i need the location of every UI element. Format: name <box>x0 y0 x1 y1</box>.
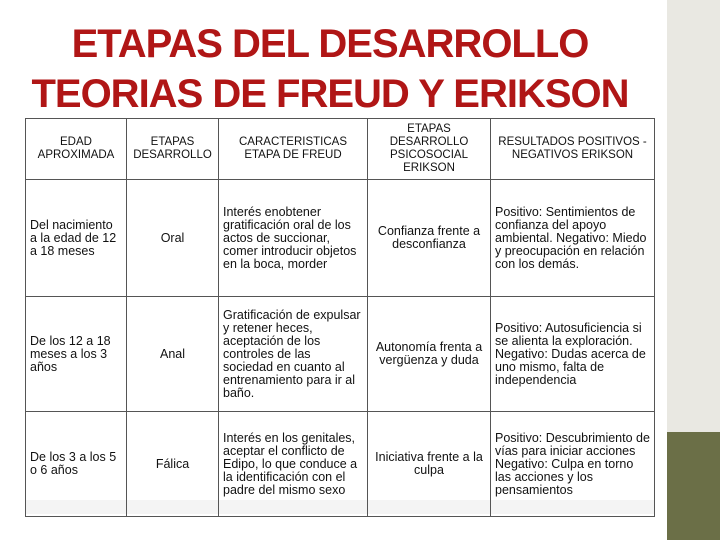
cell-erikson: Iniciativa frente a la culpa <box>368 412 491 517</box>
header-edad: EDAD APROXIMADA <box>26 119 127 180</box>
table-row <box>26 412 655 517</box>
header-erikson: ETAPAS DESARROLLO PSICOSOCIAL ERIKSON <box>368 119 491 180</box>
cell-erikson: Autonomía frenta a vergüenza y duda <box>368 297 491 412</box>
table-row <box>26 180 655 297</box>
header-etapas: ETAPAS DESARROLLO <box>127 119 219 180</box>
cell-freud: Gratificación de expulsar y retener heces, aceptación de los controles de las sociedad en cuanto al entrenamiento para ir al baño. <box>219 297 368 412</box>
cell-resultados: Positivo: Sentimientos de confianza del apoyo ambiental. Negativo: Miedo y preocupación en relación con los demás. <box>491 180 655 297</box>
header-freud: CARACTERISTICAS ETAPA DE FREUD <box>219 119 368 180</box>
cell-freud: Interés en los genitales, aceptar el conflicto de Edipo, lo que conduce a la identificación con el padre del mismo sexo <box>219 412 368 517</box>
cell-etapa: Anal <box>127 297 219 412</box>
cell-resultados: Positivo: Descubrimiento de vías para iniciar acciones Negativo: Culpa en torno las acciones y los pensamientos <box>491 412 655 517</box>
cell-freud: Interés enobtener gratificación oral de los actos de succionar, comer introducir objetos en la boca, morder <box>219 180 368 297</box>
header-resultados: RESULTADOS POSITIVOS - NEGATIVOS ERIKSON <box>491 119 655 180</box>
table-header-row <box>26 119 655 180</box>
slide-title-line1: ETAPAS DEL DESARROLLO <box>71 22 589 66</box>
cell-etapa: Oral <box>127 180 219 297</box>
cell-edad: Del nacimiento a la edad de 12 a 18 meses <box>26 180 127 297</box>
cell-resultados: Positivo: Autosuficiencia si se alienta la exploración. Negativo: Dudas acerca de uno mismo, falta de independencia <box>491 297 655 412</box>
slide-title-line2: TEORIAS DE FREUD Y ERIKSON <box>31 72 629 116</box>
cell-etapa: Fálica <box>127 412 219 517</box>
development-stages-table <box>25 118 655 517</box>
cell-edad: De los 3 a los 5 o 6 años <box>26 412 127 517</box>
table-row <box>26 297 655 412</box>
cell-erikson: Confianza frente a desconfianza <box>368 180 491 297</box>
decorative-side-stripe <box>667 0 720 432</box>
decorative-side-block <box>667 432 720 540</box>
cell-edad: De los 12 a 18 meses a los 3 años <box>26 297 127 412</box>
